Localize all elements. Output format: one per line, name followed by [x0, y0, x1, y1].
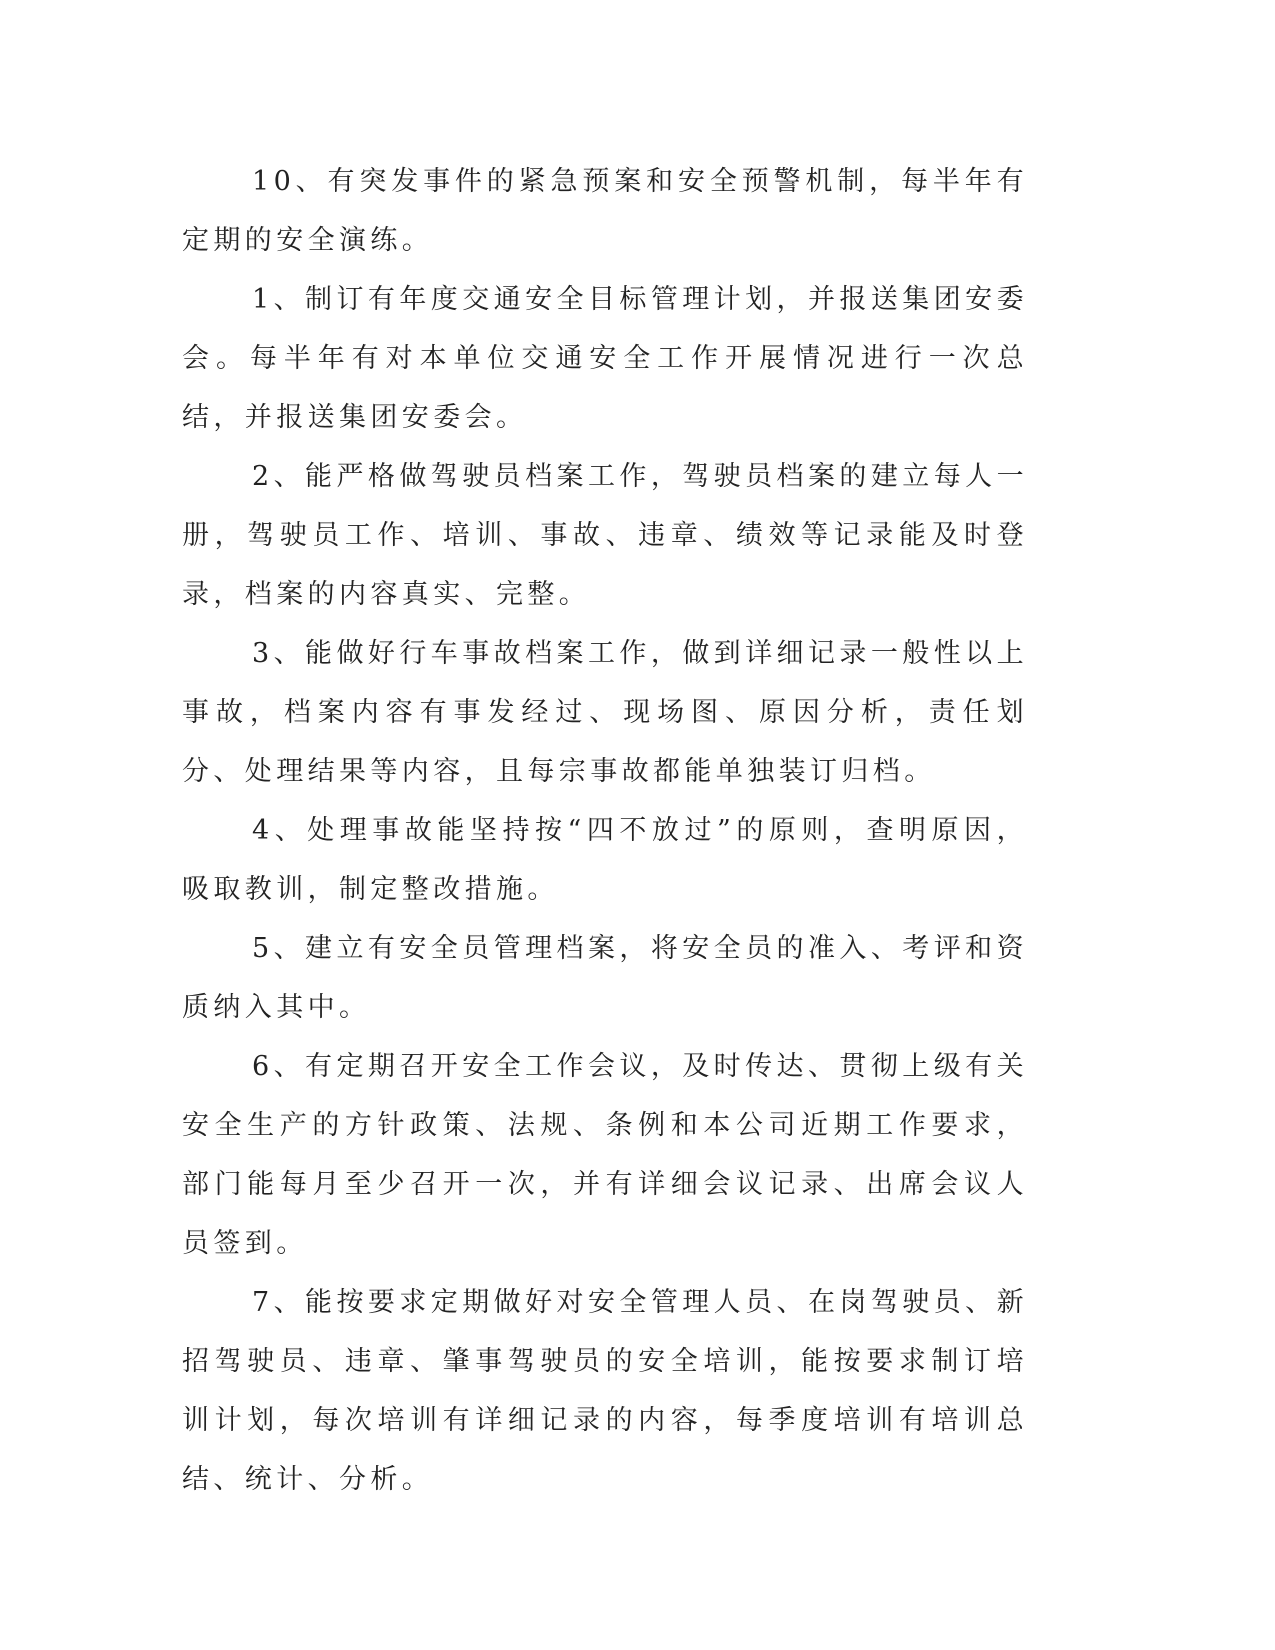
paragraph-item-1: 1、制订有年度交通安全目标管理计划，并报送集团安委会。每半年有对本单位交通安全工作开展情况进行一次总结，并报送集团安委会。 — [182, 284, 1028, 433]
paragraph-item-3: 3、能做好行车事故档案工作，做到详细记录一般性以上事故，档案内容有事发经过、现场图、原因分析，责任划分、处理结果等内容，且每宗事故都能单独装订归档。 — [182, 638, 1028, 787]
paragraph-item-4: 4、处理事故能坚持按“四不放过”的原则，查明原因，吸取教训，制定整改措施。 — [182, 815, 1028, 905]
paragraph-item-6: 6、有定期召开安全工作会议，及时传达、贯彻上级有关安全生产的方针政策、法规、条例和本公司近期工作要求，部门能每月至少召开一次，并有详细会议记录、出席会议人员签到。 — [182, 1051, 1028, 1259]
paragraph-item-10: 10、有突发事件的紧急预案和安全预警机制，每半年有定期的安全演练。 — [182, 166, 1028, 256]
paragraph-item-7: 7、能按要求定期做好对安全管理人员、在岗驾驶员、新招驾驶员、违章、肇事驾驶员的安全培训，能按要求制订培训计划，每次培训有详细记录的内容，每季度培训有培训总结、统计、分析。 — [182, 1287, 1028, 1495]
paragraph-item-5: 5、建立有安全员管理档案，将安全员的准入、考评和资质纳入其中。 — [182, 933, 1028, 1023]
document-body — [182, 152, 1028, 1509]
paragraph-item-2: 2、能严格做驾驶员档案工作，驾驶员档案的建立每人一册，驾驶员工作、培训、事故、违章、绩效等记录能及时登录，档案的内容真实、完整。 — [182, 461, 1028, 610]
